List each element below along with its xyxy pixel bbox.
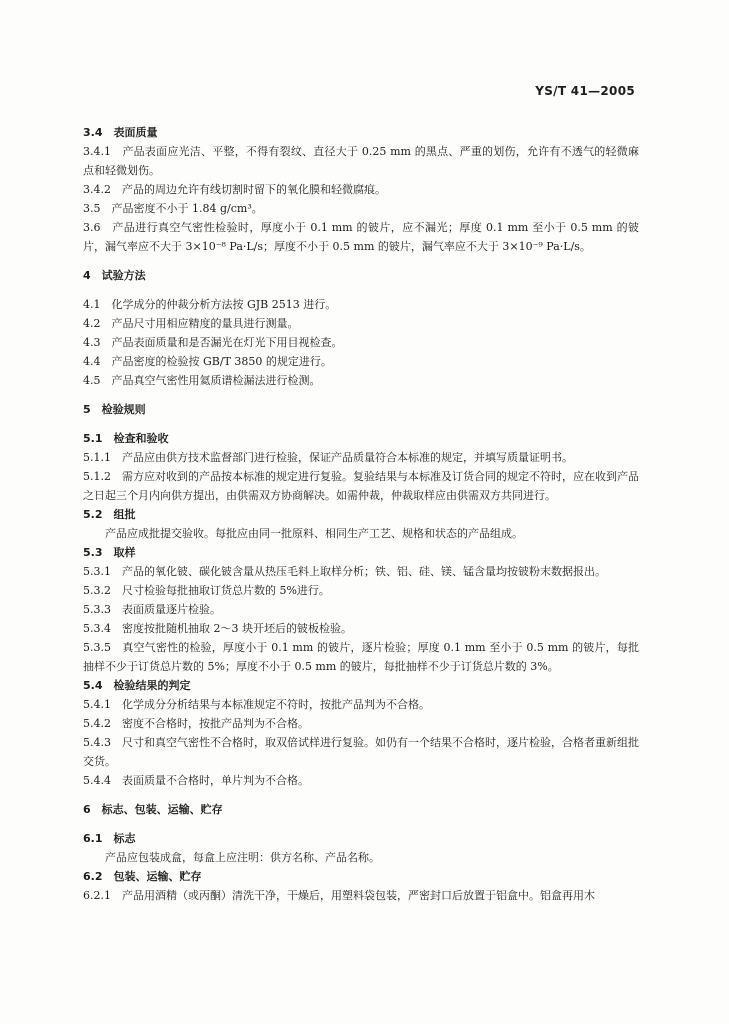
section-heading: 5.2 组批 — [83, 508, 136, 521]
spacer — [83, 419, 639, 429]
clause-paragraph: 5.3.5 真空气密性的检验，厚度小于 0.1 mm 的铍片，逐片检验；厚度 0.1 mm 至小于 0.5 mm 的铍片，每批抽样不少于订货总片数的 5%；厚度不小于 0.5 mm 的铍片，每批抽样不少于订货总片数的 3%。 — [83, 641, 639, 673]
clause-paragraph: 4.5 产品真空气密性用氦质谱检漏法进行检测。 — [83, 374, 321, 387]
clause-paragraph: 5.3.1 产品的氧化铍、碳化铍含量从热压毛料上取样分析；铁、铝、硅、镁、锰含量均按铍粉末数据报出。 — [83, 565, 606, 578]
clause-paragraph: 3.4.2 产品的周边允许有线切割时留下的氧化膜和轻微腐痕。 — [83, 183, 386, 196]
spacer — [83, 790, 639, 800]
spacer — [83, 819, 639, 829]
section-heading: 5.4 检验结果的判定 — [83, 679, 191, 692]
section-heading: 5 检验规则 — [83, 403, 146, 416]
section-heading: 6 标志、包装、运输、贮存 — [83, 803, 223, 816]
clause-paragraph: 4.2 产品尺寸用相应精度的量具进行测量。 — [83, 317, 299, 330]
clause-paragraph: 5.1.2 需方应对收到的产品按本标准的规定进行复验。复验结果与本标准及订货合同的规定不符时，应在收到产品之日起三个月内向供方提出，由供需双方协商解决。如需仲裁，仲裁取样应由供需双方共同进行。 — [83, 470, 639, 502]
clause-paragraph: 4.1 化学成分的仲裁分析方法按 GJB 2513 进行。 — [83, 298, 337, 311]
section-heading: 3.4 表面质量 — [83, 126, 158, 139]
clause-paragraph: 5.4.4 表面质量不合格时，单片判为不合格。 — [83, 774, 309, 787]
clause-paragraph: 3.4.1 产品表面应光洁、平整，不得有裂纹、直径大于 0.25 mm 的黑点、严重的划伤，允许有不透气的轻微麻点和轻微划伤。 — [83, 145, 639, 177]
clause-paragraph: 3.5 产品密度不小于 1.84 g/cm³。 — [83, 202, 263, 215]
section-heading: 5.3 取样 — [83, 546, 136, 559]
clause-paragraph: 3.6 产品进行真空气密性检验时，厚度小于 0.1 mm 的铍片，应不漏光；厚度 0.1 mm 至小于 0.5 mm 的铍片，漏气率应不大于 3×10⁻⁸ Pa·L/s；厚度不小于 0.5 mm 的铍片，漏气率应不大于 3×10⁻⁹ Pa·L/s。 — [83, 221, 639, 253]
paragraph: 产品应成批提交验收。每批应由同一批原料、相同生产工艺、规格和状态的产品组成。 — [105, 527, 523, 540]
clause-paragraph: 5.3.4 密度按批随机抽取 2～3 块开坯后的铍板检验。 — [83, 622, 352, 635]
clause-paragraph: 5.1.1 产品应由供方技术监督部门进行检验，保证产品质量符合本标准的规定，并填写质量证明书。 — [83, 451, 573, 464]
section-heading: 4 试验方法 — [83, 269, 146, 282]
clause-paragraph: 6.2.1 产品用酒精（或丙酮）清洗干净，干燥后，用塑料袋包装，严密封口后放置于铝盒中。铝盒再用木 — [83, 889, 595, 902]
section-heading: 5.1 检查和验收 — [83, 432, 169, 445]
standard-code: YS/T 41—2005 — [535, 84, 635, 98]
spacer — [83, 390, 639, 400]
document-body — [83, 123, 639, 905]
section-heading: 6.2 包装、运输、贮存 — [83, 870, 202, 883]
clause-paragraph: 5.3.3 表面质量逐片检验。 — [83, 603, 221, 616]
paragraph: 产品应包装成盒，每盒上应注明：供方名称、产品名称。 — [105, 851, 380, 864]
clause-paragraph: 4.3 产品表面质量和是否漏光在灯光下用目视检查。 — [83, 336, 343, 349]
clause-paragraph: 4.4 产品密度的检验按 GB/T 3850 的规定进行。 — [83, 355, 332, 368]
clause-paragraph: 5.3.2 尺寸检验每批抽取订货总片数的 5%进行。 — [83, 584, 330, 597]
section-heading: 6.1 标志 — [83, 832, 136, 845]
clause-paragraph: 5.4.1 化学成分分析结果与本标准规定不符时，按批产品判为不合格。 — [83, 698, 430, 711]
spacer — [83, 256, 639, 266]
clause-paragraph: 5.4.2 密度不合格时，按批产品判为不合格。 — [83, 717, 309, 730]
spacer — [83, 285, 639, 295]
clause-paragraph: 5.4.3 尺寸和真空气密性不合格时，取双倍试样进行复验。如仍有一个结果不合格时，逐片检验，合格者重新组批交货。 — [83, 736, 639, 768]
